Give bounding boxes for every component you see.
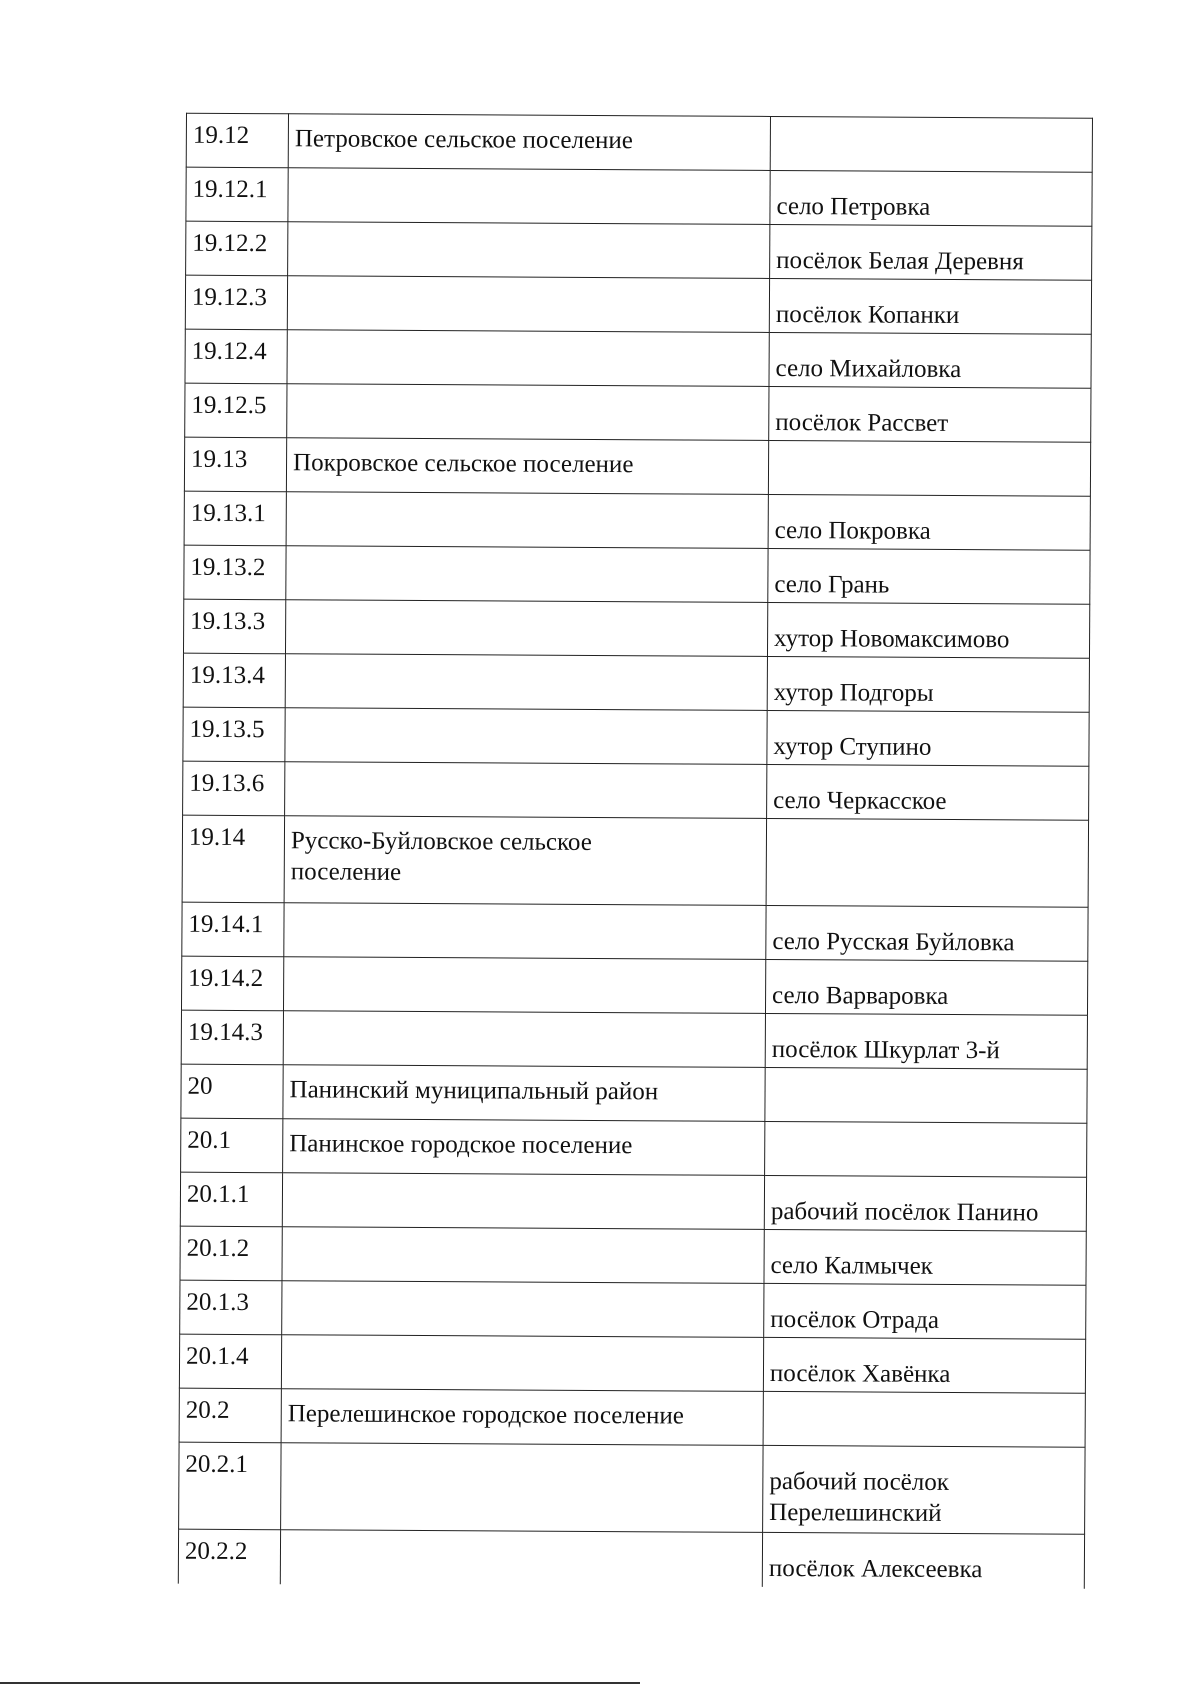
table-row — [179, 1442, 1085, 1534]
table-row — [180, 1172, 1086, 1231]
table-row — [180, 1226, 1086, 1285]
municipality-name: Петровское сельское поселение — [288, 114, 770, 171]
table-row — [178, 1529, 1084, 1588]
row-number: 19.12 — [186, 113, 288, 168]
municipality-name: Панинское городское поселение — [283, 1119, 765, 1176]
locality-name: посёлок Белая Деревня — [770, 224, 1092, 280]
locality-name — [763, 1445, 1085, 1534]
table-row — [181, 1064, 1087, 1123]
locality-name: рабочий посёлок Панино — [764, 1175, 1086, 1231]
table-row — [181, 1118, 1087, 1177]
locality-name: хутор Подгоры — [767, 656, 1089, 712]
row-number: 20.2.1 — [179, 1442, 281, 1530]
table-row — [184, 491, 1090, 550]
table-row — [185, 383, 1091, 442]
table-row — [183, 707, 1089, 766]
row-number: 19.13.3 — [183, 599, 285, 654]
municipality-name — [281, 1335, 763, 1392]
locality-name: посёлок Копанки — [769, 278, 1091, 334]
municipality-name — [287, 330, 769, 387]
municipality-name — [285, 708, 767, 765]
municipality-name — [281, 1443, 763, 1533]
municipality-name — [285, 600, 767, 657]
row-number: 19.12.4 — [185, 329, 287, 384]
table-row — [182, 815, 1088, 907]
locality-name: село Русская Буйловка — [766, 905, 1088, 961]
locality-name: посёлок Алексеевка — [762, 1532, 1084, 1588]
row-number: 19.13.2 — [184, 545, 286, 600]
locality-name: посёлок Отрада — [764, 1283, 1086, 1339]
locality-name — [763, 1391, 1085, 1447]
table-row — [185, 329, 1091, 388]
municipality-name — [283, 1011, 765, 1068]
locality-name: село Михайловка — [769, 332, 1091, 388]
row-number: 19.14.1 — [182, 902, 284, 957]
locality-name: посёлок Шкурлат 3-й — [765, 1013, 1087, 1069]
locality-name: село Покровка — [768, 494, 1090, 550]
municipality-name — [287, 384, 769, 441]
settlements-table — [178, 113, 1093, 1589]
municipality-name — [284, 816, 766, 906]
municipality-name: Панинский муниципальный район — [283, 1065, 765, 1122]
table-row — [184, 437, 1090, 496]
municipality-name — [282, 1227, 764, 1284]
row-number: 20.1.4 — [179, 1334, 281, 1389]
table-row — [183, 761, 1089, 820]
row-number: 19.13.1 — [184, 491, 286, 546]
row-number: 19.13 — [184, 437, 286, 492]
municipality-name — [283, 957, 765, 1014]
row-number: 19.13.4 — [183, 653, 285, 708]
row-number: 20.1.3 — [180, 1280, 282, 1335]
table-row — [186, 221, 1092, 280]
table-row — [186, 167, 1092, 226]
locality-name — [765, 1121, 1087, 1177]
locality-name — [768, 440, 1090, 496]
municipality-name-text: Русско-Буйловское сельское поселение — [290, 827, 592, 886]
row-number: 20.2 — [179, 1388, 281, 1443]
table-row — [181, 956, 1087, 1015]
table-row — [179, 1334, 1085, 1393]
row-number: 19.13.5 — [183, 707, 285, 762]
row-number: 19.14.3 — [181, 1010, 283, 1065]
table-row — [181, 1010, 1087, 1069]
row-number: 20 — [181, 1064, 283, 1119]
locality-name: хутор Ступино — [767, 710, 1089, 766]
table-row — [183, 653, 1089, 712]
table-row — [180, 1280, 1086, 1339]
municipality-name — [286, 492, 768, 549]
row-number: 19.12.3 — [185, 275, 287, 330]
municipality-name — [285, 762, 767, 819]
municipality-name — [284, 903, 766, 960]
municipality-name — [285, 654, 767, 711]
locality-name — [766, 818, 1088, 907]
row-number: 19.12.1 — [186, 167, 288, 222]
locality-name: село Черкасское — [767, 764, 1089, 820]
municipality-name — [282, 1173, 764, 1230]
municipality-name — [282, 1281, 764, 1338]
table-row — [179, 1388, 1085, 1447]
row-number: 19.12.2 — [186, 221, 288, 276]
locality-name: село Грань — [768, 548, 1090, 604]
scan-edge-line — [0, 1682, 640, 1684]
table-row — [184, 545, 1090, 604]
row-number: 19.12.5 — [185, 383, 287, 438]
locality-name — [770, 116, 1092, 172]
locality-name: село Петровка — [770, 170, 1092, 226]
table-row — [185, 275, 1091, 334]
locality-name: посёлок Рассвет — [769, 386, 1091, 442]
locality-name — [765, 1067, 1087, 1123]
locality-name: село Варваровка — [765, 959, 1087, 1015]
municipality-name — [287, 276, 769, 333]
locality-name: хутор Новомаксимово — [767, 602, 1089, 658]
row-number: 20.1 — [181, 1118, 283, 1173]
municipality-name: Покровское сельское поселение — [286, 438, 768, 495]
table-row — [186, 113, 1092, 172]
row-number: 20.2.2 — [178, 1529, 280, 1584]
municipality-name — [280, 1530, 762, 1587]
table-row — [182, 902, 1088, 961]
locality-name: село Калмычек — [764, 1229, 1086, 1285]
row-number: 19.14 — [182, 815, 284, 903]
municipality-name — [288, 168, 770, 225]
municipality-name — [286, 546, 768, 603]
municipality-name: Перелешинское городское поселение — [281, 1389, 763, 1446]
row-number: 20.1.2 — [180, 1226, 282, 1281]
table-row — [183, 599, 1089, 658]
row-number: 19.14.2 — [181, 956, 283, 1011]
row-number: 20.1.1 — [180, 1172, 282, 1227]
locality-name: посёлок Хавёнка — [763, 1337, 1085, 1393]
row-number: 19.13.6 — [183, 761, 285, 816]
municipality-name — [288, 222, 770, 279]
locality-name-text: рабочий посёлок Перелешинский — [769, 1467, 950, 1527]
